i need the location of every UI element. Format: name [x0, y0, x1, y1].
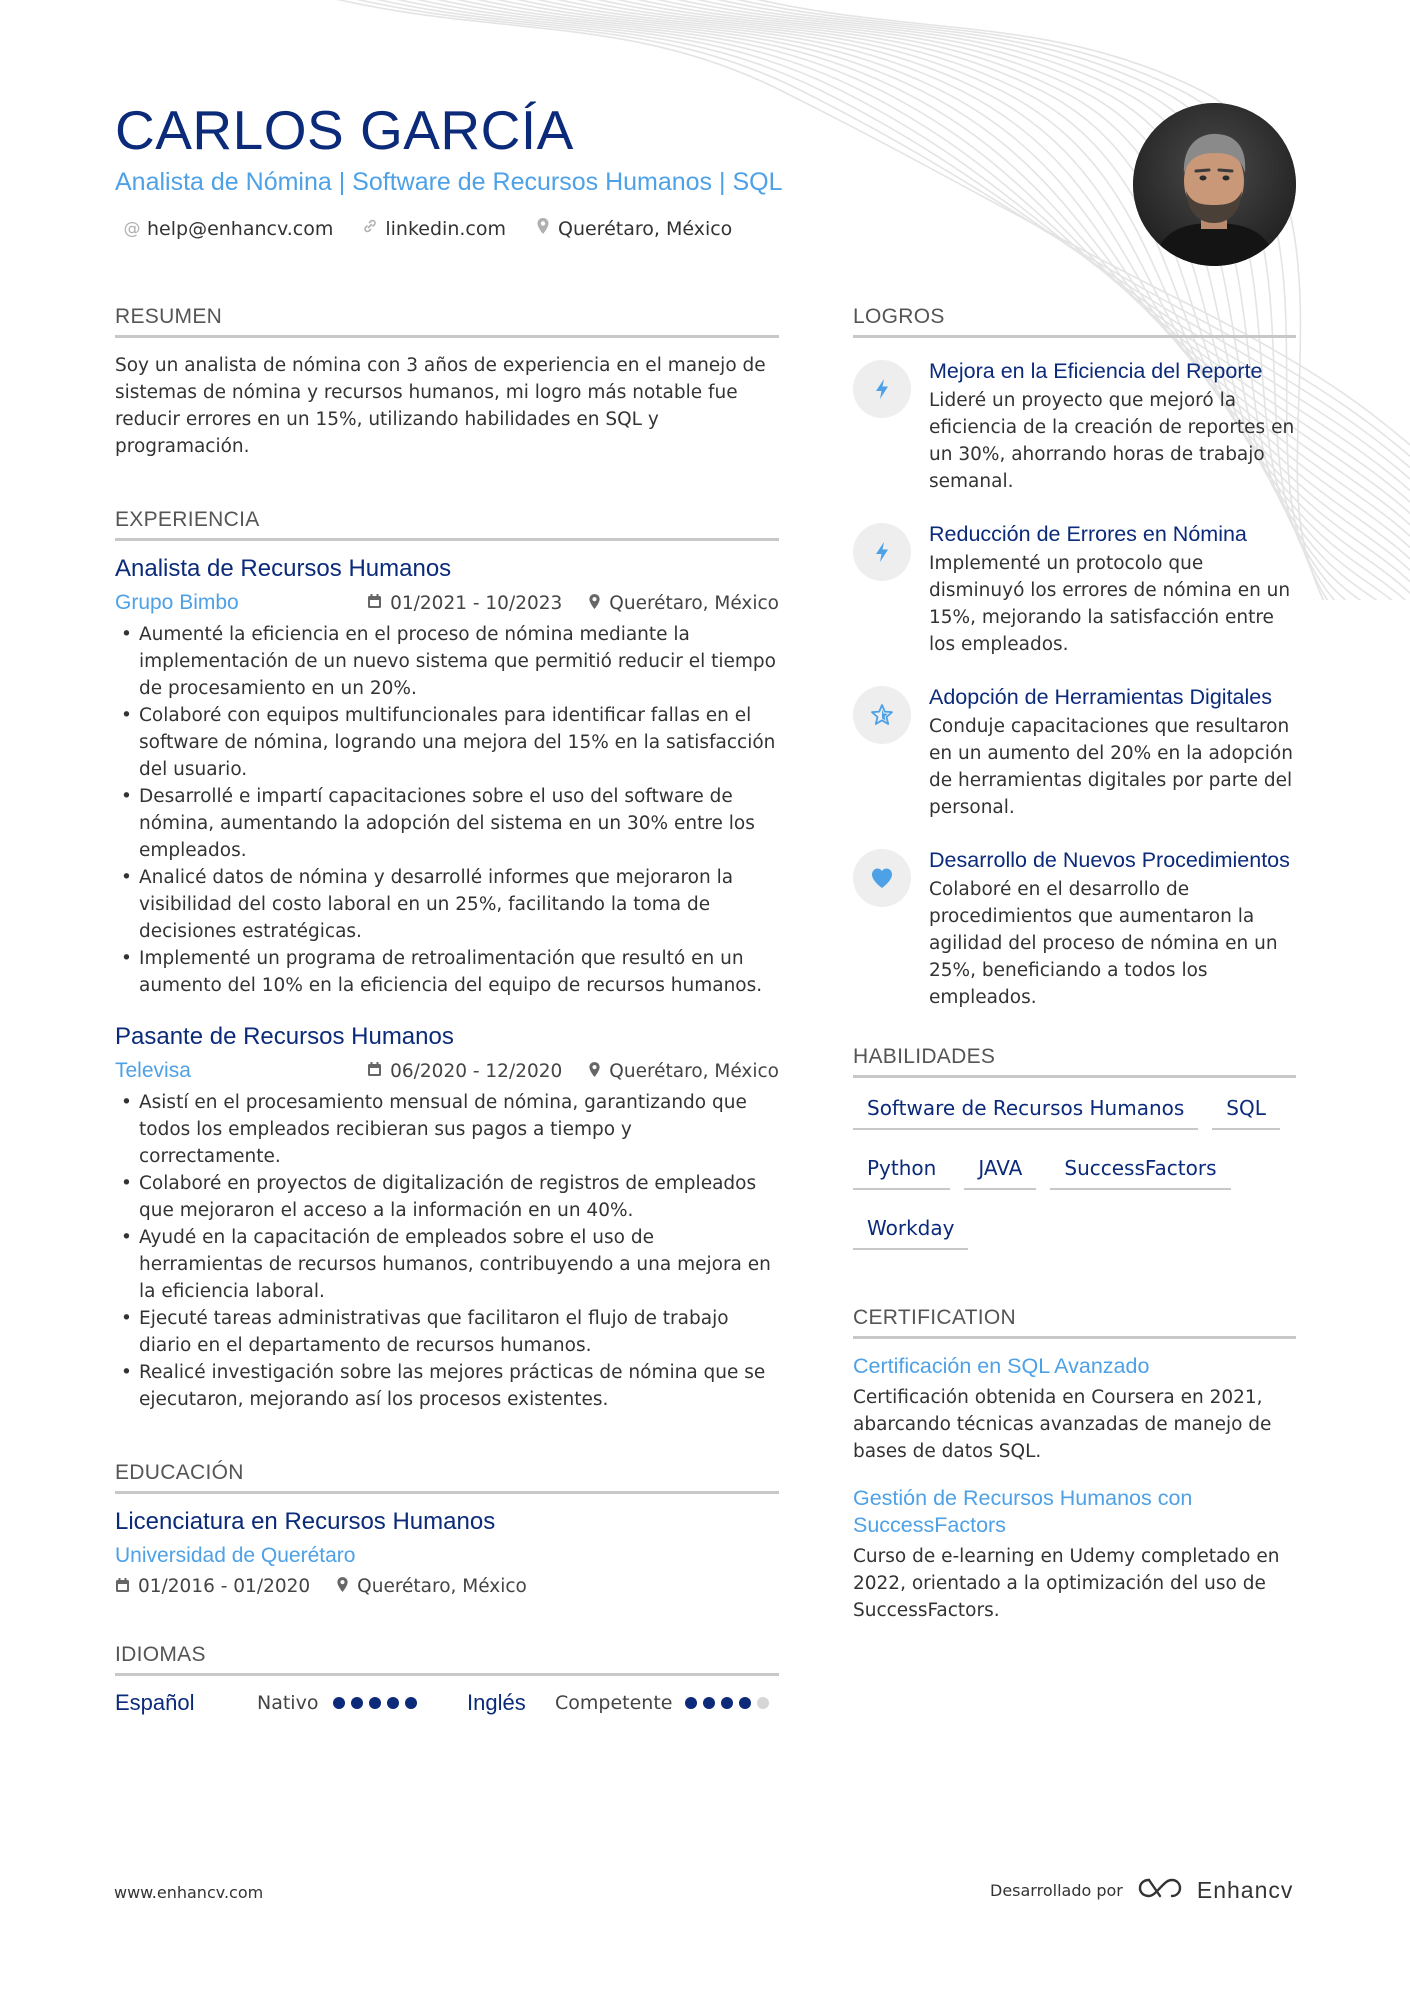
- job-dates-text: 01/2021 - 10/2023: [390, 592, 563, 614]
- job-meta: [115, 1059, 779, 1083]
- summary-text: Soy un analista de nómina con 3 años de experiencia en el manejo de sistemas de nómina y recursos humanos, mi logro más notable fue reducir errores en un 15%, utilizando habilidades en SQL y programación.: [115, 355, 766, 457]
- job-bullet: • Analicé datos de nómina y desarrollé informes que mejoraron la visibilidad del costo laboral en un 25%, facilitando la toma de decisiones estratégicas.: [115, 864, 779, 945]
- language-level: Competente: [555, 1692, 673, 1714]
- job-bullet: • Realicé investigación sobre las mejores prácticas de nómina que se ejecutaron, mejorando así los procesos existentes.: [115, 1359, 779, 1413]
- education-meta: [115, 1576, 779, 1597]
- job-dates: [367, 593, 562, 614]
- candidate-name: CARLOS GARCÍA: [115, 99, 574, 161]
- certification-section: [853, 1306, 1296, 1624]
- calendar-icon: [367, 593, 382, 613]
- location-pin-icon: [588, 593, 601, 614]
- languages-section: [115, 1643, 779, 1716]
- skills-list: [853, 1092, 1296, 1250]
- education-dates: [115, 1576, 310, 1597]
- certification-heading: CERTIFICATION: [853, 1306, 1296, 1339]
- job-dates: [367, 1061, 562, 1082]
- school-name: Universidad de Querétaro: [115, 1544, 356, 1567]
- footer-branding: [990, 1876, 1293, 1904]
- job-bullets: [115, 621, 779, 999]
- certification-text: Curso de e-learning en Udemy completado en 2022, orientado a la optimización del uso de SuccessFactors.: [853, 1546, 1280, 1621]
- summary-heading: RESUMEN: [115, 305, 779, 338]
- rating-dot: [739, 1697, 751, 1709]
- job-dates-text: 06/2020 - 12/2020: [390, 1060, 563, 1082]
- skill-tag: Python: [853, 1152, 950, 1190]
- achievement-item: [853, 847, 1296, 1011]
- candidate-headline: Analista de Nómina | Software de Recursos Humanos | SQL: [115, 168, 783, 196]
- language-name: Inglés: [467, 1690, 526, 1715]
- skill-tag: Software de Recursos Humanos: [853, 1092, 1198, 1130]
- at-icon: @: [123, 218, 141, 239]
- job-location-text: Querétaro, México: [609, 1060, 779, 1082]
- language-level: Nativo: [257, 1692, 319, 1714]
- calendar-icon: [367, 1061, 382, 1081]
- job-bullet: • Desarrollé e impartí capacitaciones sobre el uso del software de nómina, aumentando la adopción del sistema en un 30% entre los empleados.: [115, 783, 779, 864]
- language-rating: [333, 1697, 467, 1709]
- location-pin-icon: [588, 1061, 601, 1082]
- powered-by-label: Desarrollado por: [990, 1880, 1123, 1900]
- certification-text: Certificación obtenida en Coursera en 2021, abarcando técnicas avanzadas de manejo de bases de datos SQL.: [853, 1387, 1272, 1462]
- resume-header: [115, 98, 1065, 240]
- job-meta: [115, 591, 779, 615]
- skill-tag: SQL: [1212, 1092, 1280, 1130]
- contact-email-text: help@enhancv.com: [147, 217, 334, 240]
- job-bullet: • Implementé un programa de retroalimentación que resultó en un aumento del 10% en la eficiencia del equipo de recursos humanos.: [115, 945, 779, 999]
- achievements-heading: LOGROS: [853, 305, 1296, 338]
- rating-dot: [405, 1697, 417, 1709]
- experience-section: [115, 508, 779, 1413]
- education-heading: EDUCACIÓN: [115, 1461, 779, 1494]
- job-bullet: • Asistí en el procesamiento mensual de nómina, garantizando que todos los empleados recibieran sus pagos a tiempo y correctamente.: [115, 1089, 779, 1170]
- job-bullet: • Ejecuté tareas administrativas que facilitaron el flujo de trabajo diario en el departamento de recursos humanos.: [115, 1305, 779, 1359]
- contact-location-text: Querétaro, México: [558, 217, 733, 240]
- profile-photo: [1133, 103, 1296, 266]
- job-bullet: • Aumenté la eficiencia en el proceso de nómina mediante la implementación de un nuevo sistema que permitió reducir el tiempo de procesamiento en un 20%.: [115, 621, 779, 702]
- languages-heading: IDIOMAS: [115, 1643, 779, 1676]
- achievement-text: Conduje capacitaciones que resultaron en un aumento del 20% en la adopción de herramientas digitales por parte del personal.: [929, 716, 1293, 818]
- experience-heading: EXPERIENCIA: [115, 508, 779, 541]
- rating-dot: [685, 1697, 697, 1709]
- left-column: [115, 305, 779, 1716]
- education-section: [115, 1461, 779, 1597]
- heart-icon: [853, 849, 911, 907]
- job-bullet: • Ayudé en la capacitación de empleados sobre el uso de herramientas de recursos humanos, contribuyendo a una mejora en la eficiencia laboral.: [115, 1224, 779, 1305]
- rating-dot: [703, 1697, 715, 1709]
- contact-location: [534, 217, 732, 240]
- achievement-text: Implementé un protocolo que disminuyó los errores de nómina en un 15%, mejorando la satisfacción entre los empleados.: [929, 553, 1291, 655]
- certification-title: Gestión de Recursos Humanos con SuccessFactors: [853, 1486, 1193, 1537]
- education-location-text: Querétaro, México: [357, 1576, 527, 1597]
- language-rating: [685, 1697, 769, 1709]
- calendar-icon: [115, 1577, 130, 1597]
- footer-website[interactable]: www.enhancv.com: [114, 1883, 264, 1902]
- achievement-text: Colaboré en el desarrollo de procedimientos que aumentaron la agilidad del proceso de nómina en un 25%, beneficiando a todos los empleados.: [929, 879, 1278, 1008]
- rating-dot: [369, 1697, 381, 1709]
- job-title: Pasante de Recursos Humanos: [115, 1023, 454, 1050]
- job-entry: [115, 555, 779, 999]
- achievement-item: [853, 521, 1296, 658]
- skills-section: [853, 1045, 1296, 1250]
- enhancv-logo-icon: [1137, 1876, 1183, 1904]
- company-name: Televisa: [115, 1059, 191, 1082]
- skill-tag: Workday: [853, 1212, 968, 1250]
- location-pin-icon: [534, 217, 552, 240]
- enhancv-brand: Enhancv: [1196, 1876, 1294, 1903]
- skills-heading: HABILIDADES: [853, 1045, 1296, 1078]
- skill-tag: SuccessFactors: [1050, 1152, 1230, 1190]
- education-location: [336, 1576, 527, 1597]
- achievement-title: Reducción de Errores en Nómina: [929, 522, 1247, 546]
- education-dates-text: 01/2016 - 01/2020: [138, 1576, 311, 1597]
- achievement-title: Desarrollo de Nuevos Procedimientos: [929, 848, 1290, 872]
- certification-item: [853, 1485, 1296, 1624]
- company-name: Grupo Bimbo: [115, 591, 239, 614]
- bolt-icon: [853, 360, 911, 418]
- degree-title: Licenciatura en Recursos Humanos: [115, 1508, 496, 1535]
- location-pin-icon: [336, 1576, 349, 1597]
- rating-dot: [757, 1697, 769, 1709]
- rating-dot: [333, 1697, 345, 1709]
- job-location: [588, 593, 779, 614]
- job-entry: [115, 1023, 779, 1413]
- certification-item: [853, 1353, 1296, 1465]
- job-title: Analista de Recursos Humanos: [115, 555, 452, 582]
- star-icon: [853, 686, 911, 744]
- job-bullet: • Colaboré en proyectos de digitalización de registros de empleados que mejoraron el acceso a la información en un 40%.: [115, 1170, 779, 1224]
- skill-tag: JAVA: [964, 1152, 1036, 1190]
- achievement-text: Lideré un proyecto que mejoró la eficiencia de la creación de reportes en un 30%, ahorrando horas de trabajo semanal.: [929, 390, 1295, 492]
- achievement-title: Adopción de Herramientas Digitales: [929, 685, 1272, 709]
- job-bullets: [115, 1089, 779, 1413]
- achievement-item: [853, 684, 1296, 821]
- certification-title: Certificación en SQL Avanzado: [853, 1354, 1150, 1378]
- job-location-text: Querétaro, México: [609, 592, 779, 614]
- job-location: [588, 1061, 779, 1082]
- achievement-item: [853, 358, 1296, 495]
- contact-linkedin[interactable]: [361, 218, 506, 240]
- contact-email[interactable]: [123, 218, 333, 240]
- achievement-title: Mejora en la Eficiencia del Reporte: [929, 359, 1263, 383]
- rating-dot: [387, 1697, 399, 1709]
- summary-section: [115, 305, 779, 460]
- rating-dot: [351, 1697, 363, 1709]
- contact-info: [115, 217, 1065, 240]
- languages-row: [115, 1690, 779, 1716]
- right-column: [853, 305, 1296, 1624]
- rating-dot: [721, 1697, 733, 1709]
- link-icon: [361, 218, 379, 239]
- achievements-section: [853, 305, 1296, 1011]
- language-name: Español: [115, 1690, 195, 1715]
- bolt-icon: [853, 523, 911, 581]
- contact-linkedin-text: linkedin.com: [385, 217, 506, 240]
- job-bullet: • Colaboré con equipos multifuncionales para identificar fallas en el software de nómina, logrando una mejora del 15% en la satisfacción del usuario.: [115, 702, 779, 783]
